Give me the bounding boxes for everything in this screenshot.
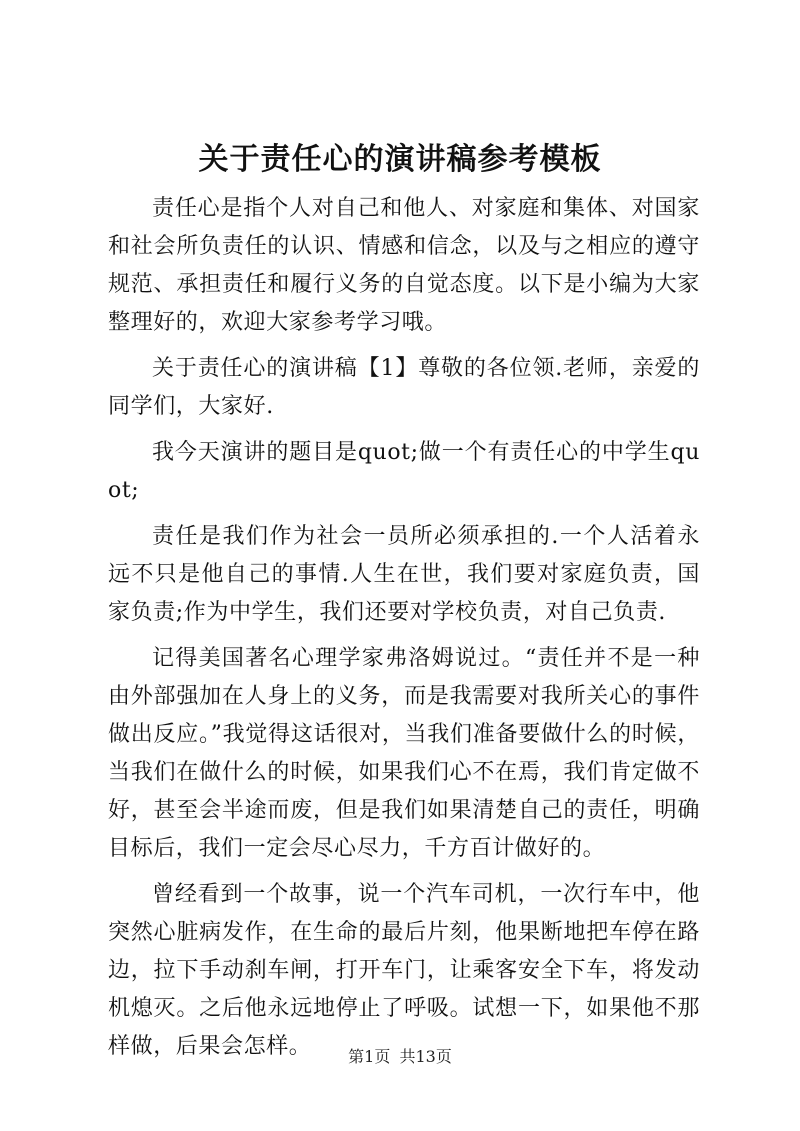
page-total: 共13页 <box>399 1047 452 1066</box>
paragraph-topic: 我今天演讲的题目是quot;做一个有责任心的中学生quot; <box>108 440 700 503</box>
page-number: 第1页 <box>348 1047 391 1066</box>
page-footer <box>0 1046 800 1068</box>
paragraph-fromm-quote: 记得美国著名心理学家弗洛姆说过。“责任并不是一种由外部强加在人身上的义务，而是我需要对我所关心的事件做出反应。”我觉得这话很对，当我们准备要做什么的时候，当我们在做什么的时候，如果我们心不在焉，我们肯定做不好，甚至会半途而废，但是我们如果清楚自己的责任，明确目标后，我们一定会尽心尽力，千方百计做好的。 <box>108 646 700 861</box>
paragraph-greeting: 关于责任心的演讲稿【1】尊敬的各位领.老师，亲爱的同学们，大家好. <box>108 356 700 419</box>
document-body <box>108 190 700 1074</box>
paragraph-intro: 责任心是指个人对自己和他人、对家庭和集体、对国家和社会所负责任的认识、情感和信念，以及与之相应的遵守规范、承担责任和履行义务的自觉态度。以下是小编为大家整理好的，欢迎大家参考学习哦。 <box>108 196 700 335</box>
document-title: 关于责任心的演讲稿参考模板 <box>198 142 602 177</box>
paragraph-driver-story: 曾经看到一个故事，说一个汽车司机，一次行车中，他突然心脏病发作，在生命的最后片刻，他果断地把车停在路边，拉下手动刹车闸，打开车门，让乘客安全下车，将发动机熄灭。之后他永远地停止了呼吸。试想一下，如果他不那样做，后果会怎样。 <box>108 882 700 1059</box>
paragraph-responsibility: 责任是我们作为社会一员所必须承担的.一个人活着永远不只是他自己的事情.人生在世，我们要对家庭负责，国家负责;作为中学生，我们还要对学校负责，对自己负责. <box>108 524 700 625</box>
